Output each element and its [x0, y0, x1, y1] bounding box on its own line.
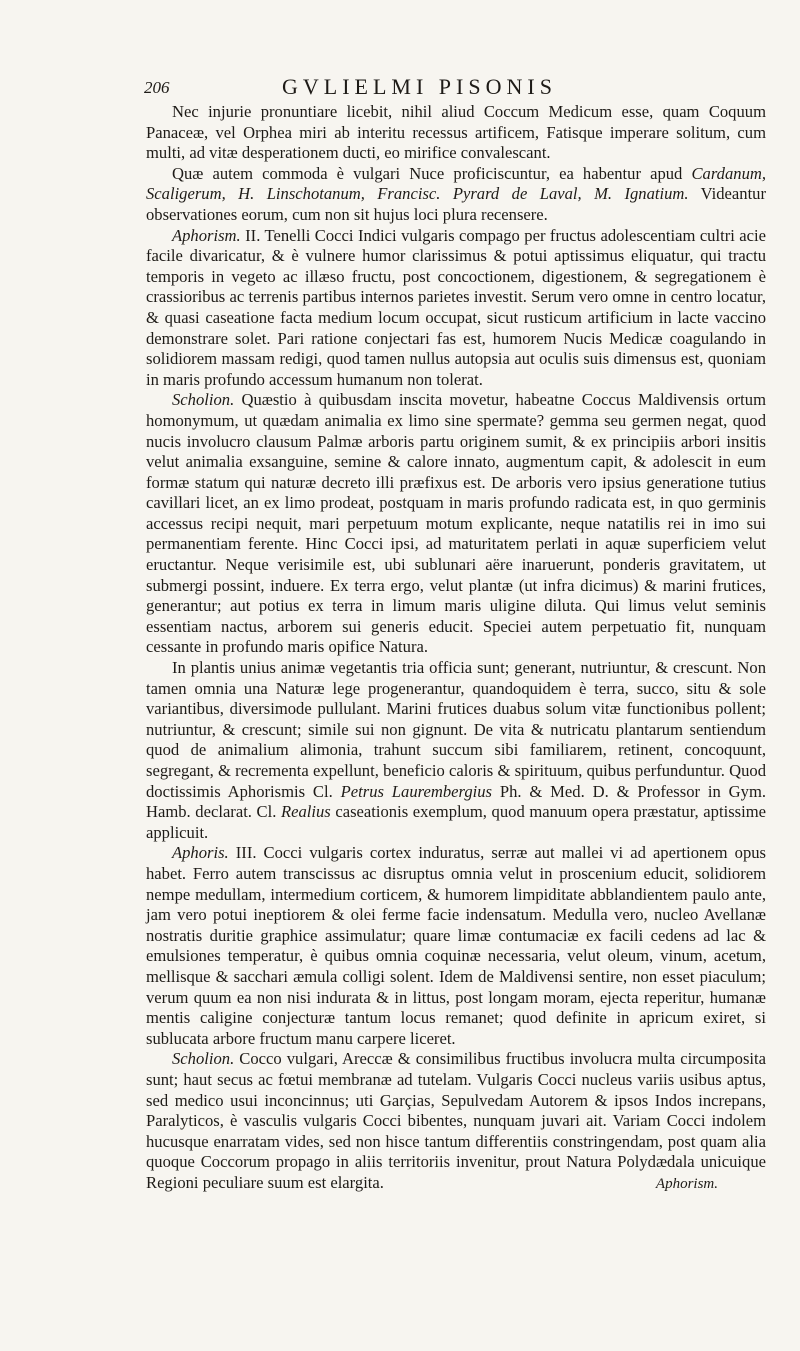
- section-label: Aphorism.: [172, 225, 241, 245]
- paragraph-1: [146, 102, 766, 164]
- text-segment: In plantis unius animæ vegetantis tria officia sunt; generant, nutriuntur, & crescunt. Non tamen omnia una Naturæ lege progenerantur, quandoquidem è terra, succo, situ & sole variantibus, diversimode pullulant. Marini frutices duabus solum vitæ functionibus pollent; nutriuntur, & crescunt; simile sui non gignunt. De vita & nutricatu plantarum sentiendum quod de animalium alimonia, trahunt succum sibi familiarem, retinent, concoquunt, segregant, & recrementa expellunt, beneficio caloris & spirituum, quibus perfunduntur. Quod doctissimis Aphorismis Cl.: [146, 658, 766, 801]
- running-head: GVLIELMI PISONIS: [282, 74, 557, 99]
- page-number: 206: [144, 78, 170, 97]
- author-name: Realius: [280, 802, 331, 822]
- paragraph-plants: [146, 658, 766, 843]
- aphorism-3: [146, 843, 766, 1049]
- aphorism-2: [146, 226, 766, 391]
- section-label: Aphoris.: [172, 843, 229, 863]
- text-segment: Nec injurie pronuntiare licebit, nihil aliud Coccum Medicum esse, quam Coquum Panaceæ, vel Orphea miri ab interitu recessus artificem, Fatisque imperare solitum, cum multi, ad vitæ desperationem ducti, eo mirifice convalescant.: [146, 102, 766, 163]
- text-segment: III. Cocci vulgaris cortex induratus, serræ aut mallei vi ad apertionem opus habet. Ferro autem transcissus ac disruptus omnia velut in proscenium educit, solidiorem nempe medullam, intermedium corticem, & humorem limpiditate abblandientem paulo ante, jam vero potui ineptiorem & olei ferme facie indensatum. Medulla vero, nucleo Avellanæ nostratis duritie graphice assimulatur; quare limæ contumaciæ ex facili cedens ad lac & emulsiones temperatur, è quibus omnia coquinæ necessaria, velut oleum, vinum, acetum, mellisque & sacchari æmula colligi solent. Idem de Maldivensi sentire, non esset piaculum; verum quum ea non nisi indurata & in littus, post longam moram, ejecta reperitur, humanæ mentis caligine conjecturæ tantum locus remanet; quod definite in apricum exiret, si sublucata arbore fructum manu carpere liceret.: [146, 843, 766, 1048]
- text-segment: II. Tenelli Cocci Indici vulgaris compago per fructus adolescentiam cultri acie facile divaricatur, & è vulnere humor clarissimus & potui aptissimus eliquatur, qui tractu temporis in vegeto ac illæso fructu, post concoctionem, digestionem, & segregationem è crassioribus ac terrenis partibus internos parietes investit. Serum vero omne in centro locatur, & quasi caseatione facta medium locum occupat, sicut rusticum artificium in lacte vaccino demonstrare solet. Pari ratione conjectari fas est, humorem Nucis Medicæ coagulando in solidiorem massam redigi, quod tamen nullus autopsia aut oculis suis dimensus est, quoniam in maris profundo accessum humanum non tolerat.: [146, 225, 766, 389]
- scholion-1: [146, 390, 766, 658]
- section-label: Scholion.: [172, 390, 235, 410]
- author-name: Petrus Laurembergius: [340, 781, 492, 801]
- text-body: [146, 102, 766, 1193]
- section-label: Scholion.: [172, 1049, 235, 1069]
- text-segment: Videantur observationes eorum, cum non sit hujus loci plura recensere.: [146, 184, 766, 224]
- catchword: Aphorism.: [655, 1176, 718, 1192]
- text-segment: Quæ autem commoda è vulgari Nuce proficiscuntur, ea habentur apud: [172, 163, 692, 183]
- author-names: Cardanum, Scaligerum, H. Linschotanum, Francisc. Pyrard de Laval, M. Ignatium.: [146, 163, 766, 204]
- text-segment: Ph. & Med. D. & Professor in Gym. Hamb. declarat. Cl.: [146, 781, 767, 822]
- scholion-2: [146, 1049, 766, 1193]
- text-segment: Cocco vulgari, Areccæ & consimilibus fructibus involucra multa circumposita sunt; haut secus ac fœtui membranæ ad tutelam. Vulgaris Cocci nucleus variis usibus aptus, sed medico usui inconcinnus; uti Garçias, Sepulvedam Autorem & ipsos Indos increpans, Paralyticos, è vasculis vulgaris Cocci bibentes, nunquam juvari ait. Variam Cocci indolem hucusque enarratam vides, sed non hisce tantum differentiis constringendam, post quam alia quoque Coccorum propago in aliis territoriis invenitur, prout Natura Polydædala unicuique Regioni peculiare suum est elargita.: [146, 1049, 766, 1192]
- text-segment: Quæstio à quibusdam inscita movetur, habeatne Coccus Maldivensis ortum homonymum, ut quædam animalia ex limo sine spermate? gemma seu germen negat, quod nucis involucro clausum Palmæ arboris partu originem sumit, & ex principiis arbori insitis velut animalia exsanguine, semine & calore innato, augmentum capit, & adolescit in eum formæ statum qui naturæ decreto illi præfixus est. De arboris vero ipsius generatione tutius cavillari licet, an ex limo prodeat, postquam in maris profundo radicata est, in quo germinis accessus recipi nequit, mari perpetuum motum explicante, neque natatilis rei in imo sui permanentiam ferente. Hinc Cocci ipsi, ad maturitatem perlati in aquæ superficiem velut eructantur. Neque verisimile est, ubi sublunari aëre inaruerunt, ponderis gravitatem, ut submergi possint, induere. Ex terra ergo, velut plantæ (ut infra dicimus) & marini frutices, generantur; aut potius ex terra in limum maris uligine diluta. Qui limus velut seminis essentiam nactus, arborem sui generis educit. Speciei autem perpetuatio fit, nunquam cessante in profundo maris opifice Natura.: [146, 390, 766, 657]
- text-segment: caseationis exemplum, quod manuum opera præstatur, aptissime applicuit.: [146, 802, 766, 842]
- page-header: [144, 74, 764, 104]
- paragraph-2: [146, 164, 766, 226]
